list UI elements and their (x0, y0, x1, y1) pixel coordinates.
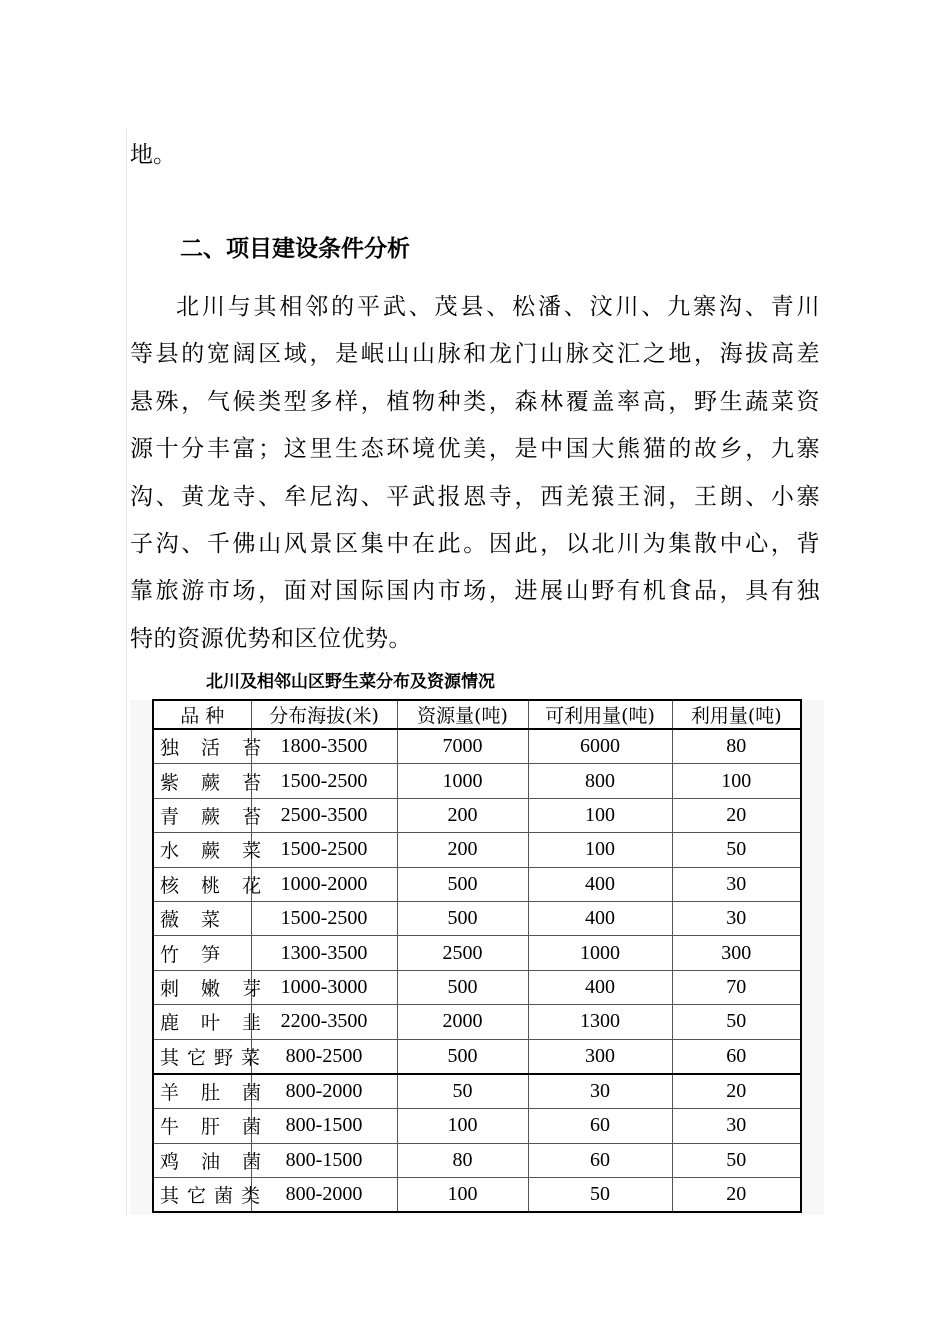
cell-variety: 羊 肚 菌 (153, 1074, 251, 1109)
cell-variety: 薇 菜 (153, 901, 251, 935)
cell-resource: 7000 (397, 729, 528, 764)
table-row (153, 867, 801, 901)
cell-variety: 独 活 苔 (153, 729, 251, 764)
header-variety: 品 种 (153, 700, 251, 729)
cell-available: 400 (528, 970, 672, 1004)
cell-variety: 其它菌类 (153, 1178, 251, 1213)
cell-resource: 500 (397, 867, 528, 901)
cell-variety: 青 蕨 苔 (153, 798, 251, 832)
cell-resource: 500 (397, 970, 528, 1004)
cell-available: 100 (528, 833, 672, 867)
cell-resource: 500 (397, 901, 528, 935)
cell-used: 20 (672, 1178, 801, 1213)
table-row (153, 901, 801, 935)
cell-variety: 核 桃 花 (153, 867, 251, 901)
cell-used: 100 (672, 764, 801, 798)
body-paragraph (130, 284, 820, 663)
paragraph-line: 悬殊，气候类型多样，植物种类，森林覆盖率高，野生蔬菜资 (130, 388, 820, 415)
header-resource: 资源量(吨) (397, 700, 528, 729)
cell-used: 20 (672, 1074, 801, 1109)
cell-resource: 50 (397, 1074, 528, 1109)
paragraph-line: 等县的宽阔区域，是岷山山脉和龙门山脉交汇之地，海拔高差 (130, 341, 820, 368)
paragraph-line: 源十分丰富；这里生态环境优美，是中国大熊猫的故乡，九寨 (130, 436, 820, 463)
cell-altitude: 1500-2500 (251, 901, 397, 935)
cell-altitude: 1000-2000 (251, 867, 397, 901)
section-heading: 二、项目建设条件分析 (180, 236, 410, 262)
cell-resource: 200 (397, 833, 528, 867)
cell-used: 60 (672, 1039, 801, 1074)
cell-variety: 其它野菜 (153, 1039, 251, 1074)
paragraph-line: 子沟、千佛山风景区集中在此。因此，以北川为集散中心，背 (130, 531, 820, 558)
table-row (153, 729, 801, 764)
cell-resource: 2500 (397, 936, 528, 970)
continued-text: 地。 (130, 142, 176, 168)
cell-altitude: 800-2500 (251, 1039, 397, 1074)
table-row (153, 764, 801, 798)
cell-altitude: 1000-3000 (251, 970, 397, 1004)
cell-available: 50 (528, 1178, 672, 1213)
cell-available: 300 (528, 1039, 672, 1074)
cell-used: 20 (672, 798, 801, 832)
cell-variety: 紫 蕨 苔 (153, 764, 251, 798)
cell-resource: 200 (397, 798, 528, 832)
cell-used: 30 (672, 901, 801, 935)
paragraph-line: 北川与其相邻的平武、茂县、松潘、汶川、九寨沟、青川 (176, 294, 820, 320)
cell-available: 100 (528, 798, 672, 832)
paragraph-line: 靠旅游市场，面对国际国内市场，进展山野有机食品，具有独 (130, 578, 820, 605)
cell-altitude: 800-1500 (251, 1143, 397, 1177)
page-margin-line (126, 128, 127, 1216)
table-row (153, 833, 801, 867)
cell-resource: 500 (397, 1039, 528, 1074)
table-row (153, 970, 801, 1004)
cell-used: 30 (672, 867, 801, 901)
cell-used: 300 (672, 936, 801, 970)
cell-available: 400 (528, 867, 672, 901)
header-available: 可利用量(吨) (528, 700, 672, 729)
cell-available: 30 (528, 1074, 672, 1109)
paragraph-line: 特的资源优势和区位优势。 (130, 625, 412, 652)
table-caption: 北川及相邻山区野生菜分布及资源情况 (206, 672, 495, 692)
table-header-row (153, 700, 801, 729)
cell-altitude: 800-1500 (251, 1109, 397, 1143)
cell-available: 6000 (528, 729, 672, 764)
cell-available: 1000 (528, 936, 672, 970)
cell-available: 60 (528, 1143, 672, 1177)
cell-altitude: 1500-2500 (251, 764, 397, 798)
header-used: 利用量(吨) (672, 700, 801, 729)
cell-variety: 竹 笋 (153, 936, 251, 970)
cell-resource: 80 (397, 1143, 528, 1177)
cell-altitude: 800-2000 (251, 1074, 397, 1109)
cell-resource: 2000 (397, 1005, 528, 1039)
cell-used: 30 (672, 1109, 801, 1143)
table-row (153, 1178, 801, 1213)
cell-altitude: 2200-3500 (251, 1005, 397, 1039)
table-row (153, 1109, 801, 1143)
cell-altitude: 800-2000 (251, 1178, 397, 1213)
table-row (153, 798, 801, 832)
cell-available: 1300 (528, 1005, 672, 1039)
cell-resource: 100 (397, 1178, 528, 1213)
cell-variety: 刺 嫩 芽 (153, 970, 251, 1004)
table-row (153, 1039, 801, 1074)
header-altitude: 分布海拔(米) (251, 700, 397, 729)
cell-altitude: 1500-2500 (251, 833, 397, 867)
table-row (153, 1143, 801, 1177)
cell-used: 80 (672, 729, 801, 764)
cell-resource: 1000 (397, 764, 528, 798)
cell-used: 50 (672, 833, 801, 867)
cell-available: 800 (528, 764, 672, 798)
vegetable-resource-table (152, 699, 802, 1213)
cell-variety: 水 蕨 菜 (153, 833, 251, 867)
table-row (153, 1005, 801, 1039)
cell-resource: 100 (397, 1109, 528, 1143)
cell-variety: 牛 肝 菌 (153, 1109, 251, 1143)
cell-available: 60 (528, 1109, 672, 1143)
cell-variety: 鸡 油 菌 (153, 1143, 251, 1177)
cell-altitude: 1300-3500 (251, 936, 397, 970)
cell-used: 50 (672, 1005, 801, 1039)
cell-used: 70 (672, 970, 801, 1004)
table-row (153, 1074, 801, 1109)
cell-altitude: 2500-3500 (251, 798, 397, 832)
cell-variety: 鹿 叶 韭 (153, 1005, 251, 1039)
table-row (153, 936, 801, 970)
cell-used: 50 (672, 1143, 801, 1177)
cell-available: 400 (528, 901, 672, 935)
cell-altitude: 1800-3500 (251, 729, 397, 764)
paragraph-line: 沟、黄龙寺、牟尼沟、平武报恩寺，西羌猿王洞，王朗、小寨 (130, 483, 820, 510)
